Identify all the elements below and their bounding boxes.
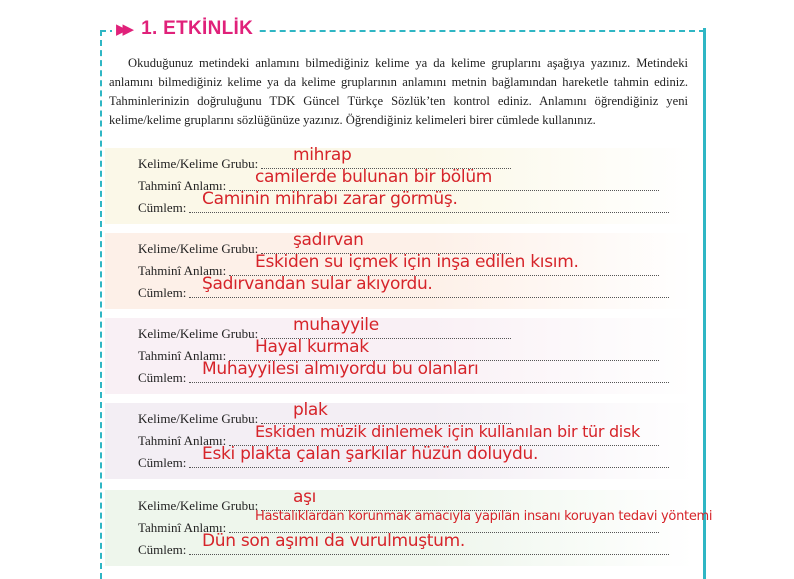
word-label: Kelime/Kelime Grubu: [138, 241, 259, 256]
dotted-answer-line [189, 297, 669, 298]
dotted-answer-line [189, 212, 669, 213]
sentence-label: Cümlem: [138, 370, 187, 385]
entry-card [105, 487, 713, 566]
sentence-label: Cümlem: [138, 455, 187, 470]
double-arrow-icon: ▶▶ [116, 20, 130, 38]
meaning-label: Tahminî Anlamı: [138, 263, 227, 278]
handwritten-meaning: Hayal kurmak [255, 337, 369, 357]
entry-card [105, 400, 694, 479]
handwritten-meaning: camilerde bulunan bir bölüm [255, 167, 493, 187]
word-label: Kelime/Kelime Grubu: [138, 411, 259, 426]
handwritten-word: plak [293, 400, 328, 420]
sentence-label: Cümlem: [138, 200, 187, 215]
instructions-text: Okuduğunuz metindeki anlamını bilmediğiniz kelime ya da kelime gruplarını aşağıya yazınız. Metindeki anlamını bilmediğiniz kelime ya da kelime gruplarının anlamını metnin bağlamından hareketle tahmin ediniz. Tahminlerinizin doğruluğunu TDK Güncel Türkçe Sözlük’ten kontrol ediniz. Anlamını öğrendiğiniz yeni kelime/kelime gruplarını sözlüğünüze yazınız. Öğrendiğiniz kelimeleri birer cümlede kullanınız. [109, 56, 688, 127]
entry-card [105, 145, 694, 224]
handwritten-sentence: Muhayyilesi almıyordu bu olanları [202, 359, 479, 379]
meaning-label: Tahminî Anlamı: [138, 348, 227, 363]
handwritten-word: aşı [293, 487, 317, 507]
handwritten-meaning: Eskiden su içmek için inşa edilen kısım. [255, 252, 579, 272]
meaning-label: Tahminî Anlamı: [138, 433, 227, 448]
word-label: Kelime/Kelime Grubu: [138, 326, 259, 341]
activity-title: 1. ETKİNLİK [141, 18, 254, 39]
handwritten-meaning: Eskiden müzik dinlemek için kullanılan bir tür disk [255, 422, 640, 441]
handwritten-word: şadırvan [293, 230, 364, 250]
entry-card [105, 315, 694, 394]
handwritten-meaning: Hastalıklardan korunmak amacıyla yapılan insanı koruyan tedavi yöntemi [255, 509, 713, 524]
handwritten-sentence: Caminin mihrabı zarar görmüş. [202, 189, 458, 209]
meaning-label: Tahminî Anlamı: [138, 520, 227, 535]
frame-right-border [703, 28, 706, 579]
handwritten-sentence: Dün son aşımı da vurulmuştum. [202, 531, 465, 551]
meaning-label: Tahminî Anlamı: [138, 178, 227, 193]
sentence-label: Cümlem: [138, 542, 187, 557]
handwritten-sentence: Şadırvandan sular akıyordu. [202, 274, 433, 294]
handwritten-word: muhayyile [293, 315, 379, 335]
sentence-label: Cümlem: [138, 285, 187, 300]
frame-left-border [100, 30, 102, 579]
dotted-answer-line [189, 554, 669, 555]
word-label: Kelime/Kelime Grubu: [138, 156, 259, 171]
handwritten-word: mihrap [293, 145, 352, 165]
word-label: Kelime/Kelime Grubu: [138, 498, 259, 513]
entry-card [105, 230, 694, 309]
activity-header [112, 14, 259, 44]
dotted-answer-line [189, 382, 669, 383]
dotted-answer-line [189, 467, 669, 468]
handwritten-sentence: Eski plakta çalan şarkılar hüzün doluydu. [202, 444, 539, 464]
